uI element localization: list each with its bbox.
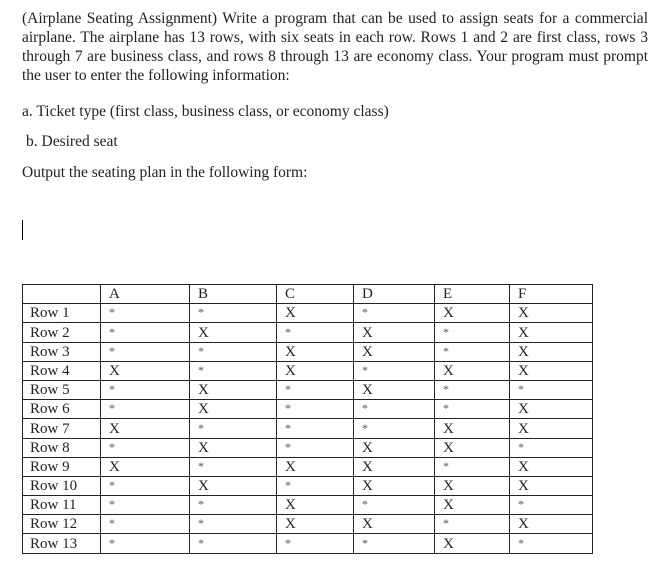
seat-taken: X — [518, 343, 529, 360]
seat-cell — [435, 534, 510, 553]
column-header-E: E — [435, 285, 510, 304]
table-row — [23, 304, 593, 323]
seat-cell — [190, 419, 277, 438]
seat-cell — [435, 419, 510, 438]
row-label: Row 13 — [23, 534, 101, 553]
item-desired-seat: b. Desired seat — [26, 133, 118, 150]
seat-cell — [190, 400, 277, 419]
seat-cell — [354, 400, 435, 419]
seat-taken: X — [443, 535, 454, 552]
row-label: Row 7 — [23, 419, 101, 438]
seat-available: * — [362, 401, 368, 416]
item-ticket-type: a. Ticket type (first class, business class, or economy class) — [22, 103, 389, 120]
table-header-row — [23, 285, 593, 304]
seat-cell — [277, 304, 354, 323]
seat-taken: X — [443, 420, 454, 437]
problem-statement: (Airplane Seating Assignment) Write a program that can be used to assign seats for a commercial airplane. The airplane has 13 rows, with six seats in each row. Rows 1 and 2 are first class, rows 3 through 7 are business class, and rows 8 through 13 are economy class. Your program must prompt the user to enter the following information: — [22, 10, 648, 84]
seat-cell — [277, 438, 354, 457]
seat-available: * — [109, 382, 115, 397]
seat-cell — [277, 380, 354, 399]
seat-cell — [190, 476, 277, 495]
seat-taken: X — [518, 305, 529, 322]
seat-cell — [190, 534, 277, 553]
seat-available: * — [198, 516, 204, 531]
table-row — [23, 419, 593, 438]
seat-available: * — [518, 497, 524, 512]
seat-taken: X — [109, 458, 120, 475]
seat-cell — [510, 361, 593, 380]
seat-cell — [354, 304, 435, 323]
seat-available: * — [198, 305, 204, 320]
seat-available: * — [198, 343, 204, 358]
seat-taken: X — [109, 362, 120, 379]
column-header-A: A — [101, 285, 190, 304]
seat-cell — [435, 400, 510, 419]
table-row — [23, 457, 593, 476]
seat-cell — [101, 342, 190, 361]
seat-available: * — [285, 535, 291, 550]
row-label: Row 3 — [23, 342, 101, 361]
seat-taken: X — [285, 305, 296, 322]
seat-cell — [510, 476, 593, 495]
seat-available: * — [518, 439, 524, 454]
seat-cell — [190, 438, 277, 457]
seat-taken: X — [443, 439, 454, 456]
seat-cell — [277, 534, 354, 553]
column-header-F: F — [510, 285, 593, 304]
seating-plan-table — [22, 284, 593, 554]
seat-cell — [510, 419, 593, 438]
row-label: Row 1 — [23, 304, 101, 323]
row-label: Row 11 — [23, 496, 101, 515]
seat-cell — [354, 457, 435, 476]
seat-taken: X — [362, 343, 373, 360]
seat-cell — [277, 361, 354, 380]
seat-taken: X — [198, 382, 209, 399]
seat-taken: X — [285, 497, 296, 514]
seat-cell — [435, 304, 510, 323]
seat-cell — [510, 515, 593, 534]
seat-cell — [435, 515, 510, 534]
output-instruction: Output the seating plan in the following form: — [22, 164, 308, 181]
seat-available: * — [285, 420, 291, 435]
seat-available: * — [109, 478, 115, 493]
seat-available: * — [109, 497, 115, 512]
seat-cell — [435, 342, 510, 361]
seat-cell — [190, 304, 277, 323]
seat-available: * — [443, 382, 449, 397]
seat-taken: X — [285, 516, 296, 533]
seat-cell — [101, 304, 190, 323]
seat-available: * — [518, 535, 524, 550]
seat-cell — [354, 515, 435, 534]
seat-taken: X — [362, 458, 373, 475]
seat-cell — [510, 534, 593, 553]
row-label: Row 2 — [23, 323, 101, 342]
seat-taken: X — [518, 362, 529, 379]
seat-available: * — [109, 324, 115, 339]
seat-cell — [190, 323, 277, 342]
seat-cell — [101, 476, 190, 495]
seat-cell — [354, 438, 435, 457]
seat-available: * — [285, 401, 291, 416]
seat-cell — [354, 323, 435, 342]
seat-cell — [510, 400, 593, 419]
seat-cell — [510, 496, 593, 515]
seat-cell — [510, 457, 593, 476]
seat-taken: X — [198, 439, 209, 456]
seat-cell — [190, 342, 277, 361]
text-cursor — [22, 220, 23, 240]
seat-available: * — [198, 535, 204, 550]
seat-taken: X — [518, 478, 529, 495]
seat-available: * — [285, 439, 291, 454]
seat-cell — [101, 534, 190, 553]
row-label: Row 12 — [23, 515, 101, 534]
seat-cell — [277, 342, 354, 361]
seat-cell — [435, 476, 510, 495]
seat-taken: X — [198, 478, 209, 495]
seat-available: * — [109, 439, 115, 454]
row-label: Row 4 — [23, 361, 101, 380]
seat-taken: X — [362, 324, 373, 341]
seat-cell — [435, 438, 510, 457]
seat-available: * — [362, 420, 368, 435]
seat-cell — [354, 342, 435, 361]
seat-available: * — [109, 516, 115, 531]
seat-cell — [101, 457, 190, 476]
seat-taken: X — [443, 305, 454, 322]
seat-cell — [101, 400, 190, 419]
seat-available: * — [285, 382, 291, 397]
seat-cell — [190, 361, 277, 380]
seat-cell — [435, 323, 510, 342]
seat-taken: X — [443, 497, 454, 514]
seat-cell — [510, 342, 593, 361]
seat-cell — [277, 476, 354, 495]
seat-cell — [190, 496, 277, 515]
table-row — [23, 496, 593, 515]
seat-available: * — [285, 478, 291, 493]
seat-taken: X — [285, 362, 296, 379]
seat-available: * — [443, 343, 449, 358]
table-row — [23, 342, 593, 361]
table-row — [23, 534, 593, 553]
seat-available: * — [285, 324, 291, 339]
seat-cell — [101, 438, 190, 457]
seat-cell — [510, 323, 593, 342]
seat-taken: X — [198, 324, 209, 341]
seat-cell — [435, 361, 510, 380]
seat-cell — [277, 515, 354, 534]
seat-taken: X — [285, 343, 296, 360]
seat-cell — [354, 380, 435, 399]
seat-available: * — [362, 497, 368, 512]
seat-taken: X — [443, 362, 454, 379]
seat-taken: X — [443, 478, 454, 495]
seat-taken: X — [518, 516, 529, 533]
seat-available: * — [109, 401, 115, 416]
seat-cell — [101, 496, 190, 515]
seat-cell — [435, 496, 510, 515]
seat-cell — [435, 380, 510, 399]
seat-cell — [190, 515, 277, 534]
seat-available: * — [443, 458, 449, 473]
seat-taken: X — [362, 516, 373, 533]
column-header-empty — [23, 285, 101, 304]
seat-available: * — [109, 305, 115, 320]
seat-cell — [510, 380, 593, 399]
seat-cell — [101, 515, 190, 534]
seat-cell — [190, 457, 277, 476]
table-row — [23, 380, 593, 399]
seat-taken: X — [362, 439, 373, 456]
seat-available: * — [443, 401, 449, 416]
seat-cell — [354, 534, 435, 553]
seat-taken: X — [362, 382, 373, 399]
table-row — [23, 515, 593, 534]
seat-taken: X — [518, 324, 529, 341]
seat-cell — [277, 323, 354, 342]
row-label: Row 5 — [23, 380, 101, 399]
seat-available: * — [109, 535, 115, 550]
table-row — [23, 361, 593, 380]
seat-cell — [101, 380, 190, 399]
table-row — [23, 400, 593, 419]
seat-available: * — [518, 382, 524, 397]
seat-available: * — [362, 535, 368, 550]
seat-available: * — [109, 343, 115, 358]
seat-available: * — [198, 362, 204, 377]
row-label: Row 6 — [23, 400, 101, 419]
column-header-B: B — [190, 285, 277, 304]
seat-cell — [510, 438, 593, 457]
seat-taken: X — [518, 420, 529, 437]
table-row — [23, 476, 593, 495]
row-label: Row 9 — [23, 457, 101, 476]
seat-cell — [510, 304, 593, 323]
table-row — [23, 323, 593, 342]
seat-taken: X — [109, 420, 120, 437]
seat-available: * — [198, 497, 204, 512]
seat-taken: X — [285, 458, 296, 475]
seat-cell — [354, 361, 435, 380]
row-label: Row 10 — [23, 476, 101, 495]
seat-taken: X — [198, 401, 209, 418]
seat-cell — [435, 457, 510, 476]
seat-cell — [277, 496, 354, 515]
seat-cell — [354, 476, 435, 495]
column-header-C: C — [277, 285, 354, 304]
seat-taken: X — [518, 401, 529, 418]
seat-available: * — [362, 362, 368, 377]
seat-cell — [277, 400, 354, 419]
row-label: Row 8 — [23, 438, 101, 457]
seat-cell — [101, 361, 190, 380]
seat-cell — [101, 419, 190, 438]
seat-available: * — [198, 420, 204, 435]
seat-cell — [101, 323, 190, 342]
seat-taken: X — [362, 478, 373, 495]
seat-cell — [354, 496, 435, 515]
seat-available: * — [198, 458, 204, 473]
seat-cell — [277, 457, 354, 476]
seat-available: * — [362, 305, 368, 320]
seat-cell — [354, 419, 435, 438]
seat-taken: X — [518, 458, 529, 475]
table-row — [23, 438, 593, 457]
seat-available: * — [443, 324, 449, 339]
seat-available: * — [443, 516, 449, 531]
seat-cell — [190, 380, 277, 399]
seat-cell — [277, 419, 354, 438]
column-header-D: D — [354, 285, 435, 304]
